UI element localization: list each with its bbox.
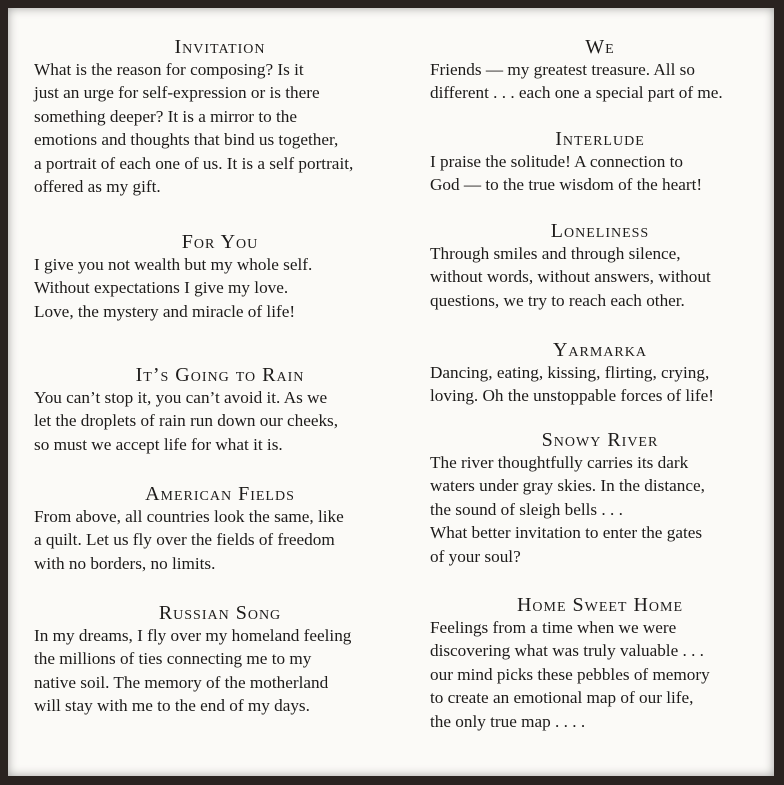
section-title: It’s Going to Rain — [135, 364, 305, 386]
section-text: In my dreams, I fly over my homeland feeling the millions of ties connecting me to my native soil. The memory of the motherland will stay with me to the end of my days. — [34, 626, 352, 716]
section-invitation — [34, 36, 406, 198]
section-text: What is the reason for composing? Is it just an urge for self-expression or is there something deeper? It is a mirror to the emotions and thoughts that bind us together, a portrait of each one of us. It is a self portrait, offered as my gift. — [34, 60, 354, 197]
section-title: We — [585, 36, 615, 58]
section-text: Through smiles and through silence, without words, without answers, without questions, we try to reach each other. — [430, 244, 711, 310]
section-title: Russian Song — [158, 602, 282, 624]
section-for-you — [34, 231, 406, 323]
section-text: The river thoughtfully carries its dark waters under gray skies. In the distance, the sound of sleigh bells . . . What better invitation to enter the gates of your soul? — [430, 453, 705, 566]
section-text: Dancing, eating, kissing, flirting, crying, loving. Oh the unstoppable forces of life! — [430, 363, 714, 406]
section-snowy-river — [430, 429, 770, 568]
section-title: Snowy River — [541, 429, 659, 451]
page — [8, 8, 774, 776]
section-its-going-to-rain — [34, 364, 406, 456]
section-title: Loneliness — [550, 220, 650, 242]
section-yarmarka — [430, 339, 770, 408]
section-text: I give you not wealth but my whole self. Without expectations I give my love. Love, the mystery and miracle of life! — [34, 255, 313, 321]
section-title: American Fields — [145, 483, 295, 505]
section-title: For You — [181, 231, 259, 253]
section-text: Feelings from a time when we were discovering what was truly valuable . . . our mind picks these pebbles of memory to create an emotional map of our life, the only true map . . . . — [430, 618, 710, 731]
section-title: Invitation — [174, 36, 266, 58]
section-american-fields — [34, 483, 406, 575]
section-title: Interlude — [555, 128, 645, 150]
section-text: From above, all countries look the same, like a quilt. Let us fly over the fields of freedom with no borders, no limits. — [34, 507, 344, 573]
section-text: You can’t stop it, you can’t avoid it. As we let the droplets of rain run down our cheeks, so must we accept life for what it is. — [34, 388, 339, 454]
section-russian-song — [34, 602, 406, 718]
section-title: Yarmarka — [552, 339, 647, 361]
section-text: Friends — my greatest treasure. All so different . . . each one a special part of me. — [430, 60, 723, 103]
section-title: Home Sweet Home — [516, 594, 684, 616]
section-home-sweet-home — [430, 594, 770, 733]
section-text: I praise the solitude! A connection to God — to the true wisdom of the heart! — [430, 152, 703, 195]
section-we — [430, 36, 770, 105]
section-interlude — [430, 128, 770, 197]
section-loneliness — [430, 220, 770, 312]
